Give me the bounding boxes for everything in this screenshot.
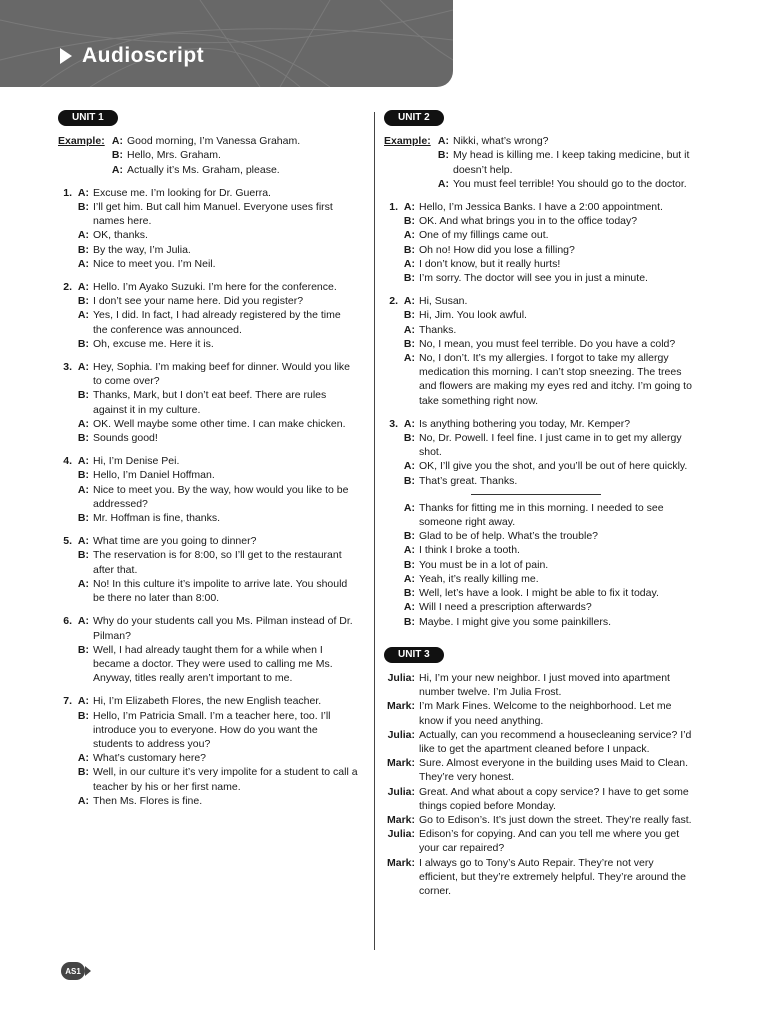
item-number: 2. — [389, 295, 398, 308]
line-text: Go to Edison’s. It’s just down the street. They’re really fast. — [419, 813, 692, 826]
dialog-line — [384, 728, 694, 756]
dialog-line — [75, 186, 358, 200]
item-number: 4. — [63, 455, 72, 468]
dialog-line — [106, 134, 358, 148]
dialog-line — [401, 600, 694, 614]
speaker-label: B: — [403, 587, 415, 600]
line-text: Thanks for fitting me in this morning. I needed to see someone right away. — [419, 501, 664, 529]
dialog-line — [75, 483, 358, 511]
speaker-label: Mark: — [386, 813, 415, 826]
line-text: By the way, I’m Julia. — [93, 243, 191, 256]
unit2-badge: UNIT 2 — [384, 110, 444, 126]
line-text: No, I don’t. It’s my allergies. I forgot to take my allergy medication this morning. I can’t stop sneezing. The trees and flowers are making my eyes red and itchy. I’m going to take something right now. — [419, 352, 692, 407]
dialog-item — [58, 454, 358, 525]
line-text: Thanks. — [419, 323, 457, 336]
speaker-label: Julia: — [387, 785, 415, 798]
line-text: Glad to be of help. What’s the trouble? — [419, 530, 599, 543]
speaker-label: A: — [437, 177, 449, 190]
speaker-label: A: — [403, 501, 415, 514]
speaker-label: A: — [77, 361, 89, 374]
dialog-item — [384, 417, 694, 488]
dialog-line — [401, 294, 694, 308]
dialog-line — [401, 200, 694, 214]
speaker-label: B: — [403, 215, 415, 228]
speaker-label: B: — [403, 615, 415, 628]
line-text: What time are you going to dinner? — [93, 535, 257, 548]
line-text: What’s customary here? — [93, 752, 207, 765]
dialog-line — [384, 856, 694, 899]
line-text: OK, thanks. — [93, 229, 148, 242]
dialog-line — [75, 294, 358, 308]
line-text: Will I need a prescription afterwards? — [419, 601, 592, 614]
dialog-line — [75, 709, 358, 752]
line-text: Sounds good! — [93, 432, 158, 445]
line-text: I don’t know, but it really hurts! — [419, 257, 561, 270]
line-text: One of my fillings came out. — [419, 229, 549, 242]
dialog-line — [432, 148, 694, 176]
dialog-line — [75, 308, 358, 336]
speaker-label: B: — [77, 243, 89, 256]
dialog-line — [75, 360, 358, 388]
dialog-line — [401, 228, 694, 242]
line-text: I always go to Tony’s Auto Repair. They’re not very efficient, but they’re extremely helpful. They’re around the corner. — [419, 856, 686, 897]
unit3-badge: UNIT 3 — [384, 647, 444, 663]
line-text: Yeah, it’s really killing me. — [419, 572, 539, 585]
unit3-dialog — [384, 671, 694, 898]
speaker-label: A: — [77, 229, 89, 242]
unit1-column — [58, 110, 358, 808]
item-number: 6. — [63, 615, 72, 628]
dialog-line — [401, 271, 694, 285]
speaker-label: A: — [77, 281, 89, 294]
line-text: I don’t see your name here. Did you register? — [93, 295, 304, 308]
dialog-line — [401, 323, 694, 337]
column-divider — [374, 112, 375, 950]
unit2-column — [384, 110, 694, 898]
line-text: Actually it’s Ms. Graham, please. — [127, 163, 280, 176]
play-arrow-icon — [60, 48, 72, 64]
speaker-label: Julia: — [387, 828, 415, 841]
dialog-line — [384, 699, 694, 727]
line-text: Edison’s for copying. And can you tell me where you get your car repaired? — [419, 828, 680, 855]
dialog-line — [384, 813, 694, 827]
line-text: Hello. I’m Ayako Suzuki. I’m here for the conference. — [93, 281, 337, 294]
speaker-label: A: — [403, 323, 415, 336]
dialog-line — [75, 228, 358, 242]
line-text: Oh, excuse me. Here it is. — [93, 337, 214, 350]
dialog-line — [75, 431, 358, 445]
dialog-line — [401, 243, 694, 257]
speaker-label: A: — [403, 572, 415, 585]
speaker-label: Julia: — [387, 728, 415, 741]
line-text: Mr. Hoffman is fine, thanks. — [93, 512, 221, 525]
line-text: No! In this culture it’s impolite to arrive late. You should be there no later than 8:00. — [93, 577, 348, 605]
line-text: I think I broke a tooth. — [419, 544, 520, 557]
speaker-label: A: — [111, 163, 123, 176]
example-label: Example: — [384, 135, 431, 148]
dialog-line — [401, 558, 694, 572]
dialog-line — [401, 214, 694, 228]
speaker-label: B: — [403, 272, 415, 285]
dialog-line — [401, 529, 694, 543]
dialog-line — [401, 501, 694, 529]
unit2-example — [384, 134, 694, 191]
speaker-label: B: — [111, 149, 123, 162]
line-text: Well, in our culture it’s very impolite for a student to call a teacher by his or her first name. — [93, 766, 358, 793]
unit1-example — [58, 134, 358, 177]
speaker-label: B: — [403, 309, 415, 322]
dialog-line — [75, 337, 358, 351]
item-number: 7. — [63, 695, 72, 708]
dialog-line — [75, 794, 358, 808]
dialog-line — [75, 694, 358, 708]
speaker-label: A: — [77, 417, 89, 430]
dialog-line — [401, 257, 694, 271]
item-number: 5. — [63, 535, 72, 548]
dialog-line — [401, 308, 694, 322]
dialog-line — [75, 388, 358, 416]
speaker-label: A: — [403, 295, 415, 308]
line-text: Oh no! How did you lose a filling? — [419, 243, 575, 256]
line-text: I’ll get him. But call him Manuel. Everyone uses first names here. — [93, 201, 333, 228]
line-text: OK. And what brings you in to the office today? — [419, 215, 638, 228]
dialog-line — [401, 351, 694, 408]
speaker-label: A: — [77, 309, 89, 322]
speaker-label: A: — [77, 257, 89, 270]
line-text: Then Ms. Flores is fine. — [93, 794, 203, 807]
line-text: Maybe. I might give you some painkillers. — [419, 615, 611, 628]
line-text: You must feel terrible! You should go to the doctor. — [453, 177, 687, 190]
line-text: OK, I’ll give you the shot, and you’ll be out of here quickly. — [419, 460, 688, 473]
line-text: Hi, I’m Elizabeth Flores, the new English teacher. — [93, 695, 322, 708]
speaker-label: B: — [77, 643, 89, 656]
line-text: Good morning, I’m Vanessa Graham. — [127, 135, 301, 148]
line-text: Is anything bothering you today, Mr. Kemper? — [419, 417, 631, 430]
dialog-item — [58, 280, 358, 351]
speaker-label: B: — [77, 201, 89, 214]
example-label: Example: — [58, 135, 105, 148]
item-number: 3. — [389, 417, 398, 430]
dialog-line — [75, 548, 358, 576]
speaker-label: B: — [403, 558, 415, 571]
line-text: Thanks, Mark, but I don’t eat beef. There are rules against it in my culture. — [93, 389, 327, 416]
speaker-label: A: — [77, 794, 89, 807]
unit1-badge: UNIT 1 — [58, 110, 118, 126]
item-number: 2. — [63, 281, 72, 294]
speaker-label: Mark: — [386, 856, 415, 869]
dialog-line — [75, 257, 358, 271]
speaker-label: A: — [77, 695, 89, 708]
line-text: The reservation is for 8:00, so I’ll get to the restaurant after that. — [93, 549, 342, 576]
dialog-line — [384, 671, 694, 699]
unit2-extra-dialog — [384, 501, 694, 629]
speaker-label: A: — [77, 455, 89, 468]
speaker-label: B: — [437, 149, 449, 162]
dialog-line — [75, 614, 358, 642]
dialog-line — [401, 543, 694, 557]
line-text: You must be in a lot of pain. — [419, 558, 549, 571]
dialog-line — [401, 459, 694, 473]
dialog-line — [432, 134, 694, 148]
dialog-line — [401, 417, 694, 431]
speaker-label: B: — [403, 530, 415, 543]
speaker-label: Mark: — [386, 757, 415, 770]
page-title: Audioscript — [82, 44, 205, 67]
speaker-label: B: — [77, 389, 89, 402]
dialog-line — [384, 785, 694, 813]
speaker-label: A: — [403, 257, 415, 270]
speaker-label: A: — [403, 201, 415, 214]
dialog-line — [432, 177, 694, 191]
dialog-item — [58, 694, 358, 808]
speaker-label: A: — [403, 460, 415, 473]
speaker-label: A: — [77, 186, 89, 199]
line-text: Hello, Mrs. Graham. — [127, 149, 221, 162]
line-text: Why do your students call you Ms. Pilman instead of Dr. Pilman? — [93, 615, 353, 642]
line-text: I’m sorry. The doctor will see you in just a minute. — [419, 272, 648, 285]
line-text: No, I mean, you must feel terrible. Do you have a cold? — [419, 337, 676, 350]
speaker-label: B: — [403, 243, 415, 256]
speaker-label: A: — [403, 544, 415, 557]
header-banner — [0, 0, 453, 87]
dialog-line — [401, 431, 694, 459]
speaker-label: B: — [403, 432, 415, 445]
line-text: I’m Mark Fines. Welcome to the neighborhood. Let me know if you need anything. — [419, 700, 672, 727]
line-text: Hey, Sophia. I’m making beef for dinner. Would you like to come over? — [93, 361, 350, 388]
speaker-label: B: — [77, 295, 89, 308]
dialog-line — [75, 200, 358, 228]
line-text: Hello, I’m Jessica Banks. I have a 2:00 appointment. — [419, 201, 663, 214]
line-text: Hello, I’m Daniel Hoffman. — [93, 469, 215, 482]
speaker-label: A: — [111, 135, 123, 148]
dialog-line — [401, 615, 694, 629]
line-text: OK. Well maybe some other time. I can make chicken. — [93, 417, 346, 430]
speaker-label: A: — [403, 229, 415, 242]
speaker-label: A: — [403, 352, 415, 365]
dialog-line — [106, 148, 358, 162]
speaker-label: A: — [437, 135, 449, 148]
speaker-label: B: — [77, 512, 89, 525]
dialog-line — [384, 827, 694, 855]
dialog-line — [75, 468, 358, 482]
speaker-label: A: — [77, 577, 89, 590]
line-text: Hi, I’m your new neighbor. I just moved into apartment number twelve. I’m Julia Frost. — [419, 671, 670, 699]
dialog-line — [75, 577, 358, 605]
line-text: No, Dr. Powell. I feel fine. I just came in to get my allergy shot. — [419, 432, 682, 459]
line-text: Hello, I’m Patricia Small. I’m a teacher here, too. I’ll introduce you to everyone. How do you want the students to address you? — [93, 709, 331, 750]
item-number: 1. — [389, 201, 398, 214]
line-text: Nice to meet you. By the way, how would you like to be addressed? — [93, 483, 349, 510]
line-text: Well, let’s have a look. I might be able to fix it today. — [419, 587, 659, 600]
dialog-line — [106, 163, 358, 177]
speaker-label: A: — [77, 615, 89, 628]
speaker-label: A: — [77, 535, 89, 548]
speaker-label: Julia: — [387, 671, 415, 684]
speaker-label: A: — [403, 417, 415, 430]
line-text: Yes, I did. In fact, I had already registered by the time the conference was announced. — [93, 309, 341, 336]
line-text: Nice to meet you. I’m Neil. — [93, 257, 216, 270]
dialog-item — [384, 200, 694, 285]
item-number: 1. — [63, 186, 72, 199]
line-text: Actually, can you recommend a housecleaning service? I’d like to get the apartment cleaned before I unpack. — [419, 728, 692, 755]
dialog-line — [401, 474, 694, 488]
page-number-badge: AS1 — [61, 962, 85, 980]
dialog-line — [384, 756, 694, 784]
speaker-label: A: — [77, 483, 89, 496]
speaker-label: B: — [403, 337, 415, 350]
speaker-label: A: — [77, 752, 89, 765]
dialog-line — [75, 765, 358, 793]
line-text: That’s great. Thanks. — [419, 474, 518, 487]
dialog-item — [58, 186, 358, 271]
speaker-label: B: — [403, 474, 415, 487]
item-number: 3. — [63, 361, 72, 374]
dialog-line — [75, 751, 358, 765]
line-text: Excuse me. I’m looking for Dr. Guerra. — [93, 186, 271, 199]
dialog-line — [75, 243, 358, 257]
dialog-line — [75, 454, 358, 468]
line-text: Well, I had already taught them for a while when I became a doctor. They were used to calling me Ms. Anyway, titles really aren’t important to me. — [93, 643, 333, 685]
speaker-label: Mark: — [386, 700, 415, 713]
speaker-label: B: — [77, 709, 89, 722]
speaker-label: B: — [77, 549, 89, 562]
speaker-label: B: — [77, 432, 89, 445]
dialog-item — [58, 614, 358, 685]
dialog-item — [58, 534, 358, 605]
line-text: Sure. Almost everyone in the building uses Maid to Clean. They’re very honest. — [419, 757, 689, 784]
speaker-label: B: — [77, 469, 89, 482]
dialog-item — [58, 360, 358, 445]
dialog-line — [401, 337, 694, 351]
dialog-line — [75, 280, 358, 294]
dialog-separator — [471, 494, 601, 495]
dialog-line — [401, 586, 694, 600]
dialog-item — [384, 294, 694, 408]
speaker-label: B: — [77, 766, 89, 779]
speaker-label: A: — [403, 601, 415, 614]
line-text: Nikki, what’s wrong? — [453, 135, 549, 148]
line-text: Hi, Jim. You look awful. — [419, 309, 527, 322]
speaker-label: B: — [77, 337, 89, 350]
dialog-line — [75, 511, 358, 525]
line-text: My head is killing me. I keep taking medicine, but it doesn’t help. — [453, 149, 690, 176]
dialog-line — [75, 643, 358, 686]
dialog-line — [75, 417, 358, 431]
line-text: Hi, I’m Denise Pei. — [93, 455, 180, 468]
dialog-line — [75, 534, 358, 548]
line-text: Great. And what about a copy service? I have to get some things copied before Monday. — [419, 785, 689, 812]
dialog-line — [401, 572, 694, 586]
line-text: Hi, Susan. — [419, 295, 468, 308]
